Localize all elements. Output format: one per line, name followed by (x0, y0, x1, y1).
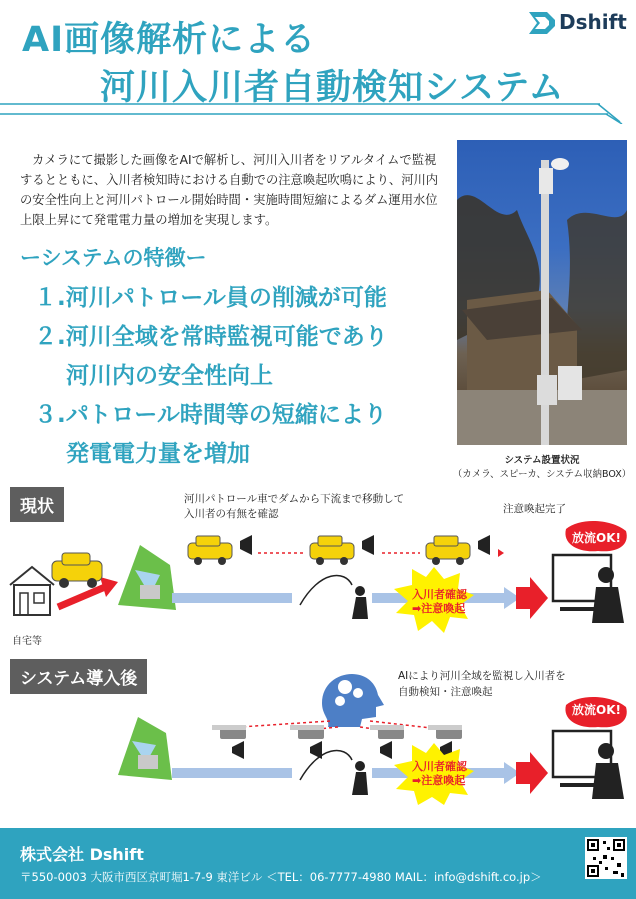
current-label: 現状 (10, 487, 64, 522)
dam-mountain-icon (118, 545, 176, 610)
current-note-line-1: 河川パトロール車でダムから下流まで移動して (184, 493, 405, 505)
current-release-ok: 放流OK! (572, 531, 621, 545)
dam-mountain-icon (118, 717, 172, 780)
logo-text: Dshift (559, 10, 627, 34)
ai-head-icon (322, 674, 384, 727)
camera-icon (428, 725, 462, 739)
company-name: 株式会社 Dshift (20, 845, 144, 864)
patrol-car-icon (310, 536, 354, 565)
alert-done-label: 注意喚起完了 (503, 503, 566, 515)
megaphone-icon (232, 741, 244, 759)
feature-3-line-1: ３.パトロール時間等の短縮により (34, 402, 387, 428)
after-release-ok: 放流OK! (572, 703, 621, 717)
feature-2-line-2: 河川内の安全性向上 (66, 363, 273, 389)
current-burst-text (412, 588, 467, 616)
after-burst-line-1: 入川者確認 (412, 760, 467, 773)
camera-icon (290, 725, 324, 739)
angler-icon (300, 750, 368, 795)
current-flow-diagram (0, 515, 636, 645)
after-note-line-2: 自動検知・注意喚起 (398, 686, 493, 698)
house-icon (10, 567, 54, 615)
installation-photo (457, 140, 627, 445)
camera-icon (212, 725, 246, 739)
features-heading: ーシステムの特徴ー (20, 246, 207, 270)
operator-monitor-icon (553, 731, 624, 799)
megaphone-icon (380, 741, 392, 759)
intro-paragraph (20, 150, 448, 230)
title-line-2: 河川入川者自動検知システム (100, 68, 565, 108)
intro-text: カメラにて撮影した画像をAIで解析し、河川入川者をリアルタイムで監視するとともに、入川者検知時における自動での注意喚起吹鳴により、河川内の安全性向上と河川パトロール開始時間・実施時間短縮によるダム運用水位上限上昇にて発電電力量の増加を実現します。 (20, 153, 439, 227)
feature-3-line-2: 発電電力量を増加 (66, 441, 250, 467)
title-line-1: AI画像解析による (22, 20, 317, 60)
after-note-line-1: AIにより河川全域を監視し入川者を (398, 670, 566, 682)
megaphone-icon (362, 535, 374, 555)
photo-caption-title: システム設置状況 (504, 455, 580, 466)
patrol-car-icon (188, 536, 232, 565)
header-divider-lines (0, 100, 636, 124)
feature-2-line-1: ２.河川全域を常時監視可能であり (34, 324, 388, 350)
feature-1: １.河川パトロール員の削減が可能 (34, 285, 387, 311)
megaphone-icon (240, 535, 252, 555)
after-flow-diagram (0, 655, 636, 805)
megaphone-icon (478, 535, 490, 555)
after-burst-text (412, 760, 467, 788)
current-burst-line-1: 入川者確認 (412, 588, 467, 601)
current-burst-line-2: ➡注意喚起 (412, 602, 466, 615)
home-label: 自宅等 (12, 636, 42, 647)
company-address: 〒550-0003 大阪市西区京町堀1-7-9 東洋ビル ＜TEL：06-7777-4980 MAIL：info@dshift.co.jp＞ (20, 870, 542, 884)
angler-icon (300, 575, 368, 619)
camera-icon (370, 725, 404, 739)
current-note-line-2: 入川者の有無を確認 (184, 508, 279, 520)
installation-photo-illustration (457, 140, 627, 445)
patrol-car-icon (52, 553, 102, 588)
after-burst-line-2: ➡注意喚起 (412, 774, 466, 787)
after-label: システム導入後 (10, 659, 147, 694)
operator-monitor-icon (553, 555, 624, 623)
patrol-car-icon (426, 536, 470, 565)
qr-code-icon[interactable] (585, 837, 627, 879)
photo-caption-detail: （カメラ、スピーカ、システム収納BOX） (452, 469, 632, 480)
